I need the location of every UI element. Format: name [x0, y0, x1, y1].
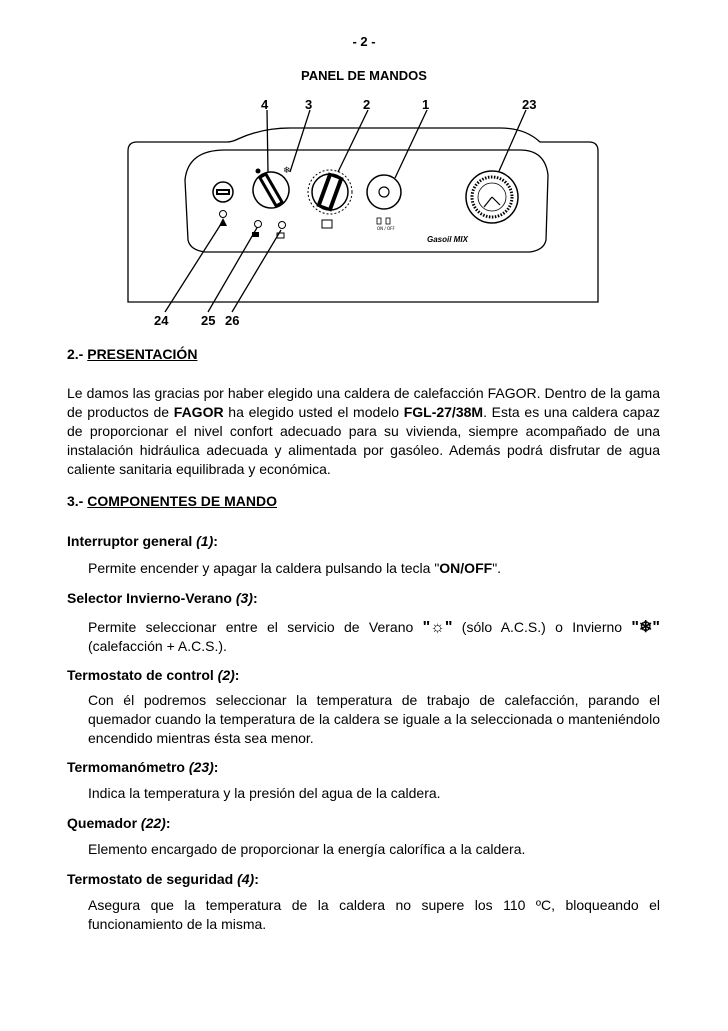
callout-25: 25	[201, 313, 216, 328]
item-description: Asegura que la temperatura de la caldera no supere los 110 ºC, bloqueando el funcionamiento de la misma.	[88, 897, 660, 932]
callout-4: 4	[261, 97, 269, 112]
thermomanometer-icon	[466, 171, 518, 223]
callout-3: 3	[305, 97, 313, 112]
section-presentacion-heading: 2.- PRESENTACIÓN	[67, 346, 198, 362]
callout-2: 2	[363, 97, 371, 112]
on-off-switch-icon	[367, 175, 401, 224]
snowflake-icon: "❄"	[631, 619, 660, 636]
item-label: Interruptor general (1):	[67, 533, 218, 549]
indicator-light-25	[255, 221, 262, 228]
item-label: Termostato de seguridad (4):	[67, 871, 259, 887]
item-description: Permite seleccionar entre el servicio de Verano "☼" (sólo A.C.S.) o Invierno "❄" (calefacción + A.C.S.).	[88, 619, 660, 654]
control-thermostat-icon	[308, 170, 352, 228]
callout-23: 23	[522, 97, 537, 112]
item-label: Termostato de control (2):	[67, 667, 240, 683]
callout-1: 1	[422, 97, 430, 112]
item-label: Quemador (22):	[67, 815, 171, 831]
indicator-light-26	[279, 222, 286, 229]
item-description: Con él podremos seleccionar la temperatura de trabajo de calefacción, parando el quemador cuando la temperatura de la caldera se iguale a la seleccionada o manteniéndolo encendido mientras ésta sea menor.	[88, 692, 660, 746]
item-description: Elemento encargado de proporcionar la energía calorífica a la caldera.	[88, 841, 526, 857]
item-description: Permite encender y apagar la caldera pulsando la tecla "ON/OFF".	[88, 560, 502, 576]
safety-thermostat-icon	[213, 182, 233, 202]
svg-text:❄: ❄	[283, 166, 291, 176]
callout-24: 24	[154, 313, 169, 328]
panel-body-outline	[128, 128, 598, 302]
panel-title: PANEL DE MANDOS	[301, 68, 427, 83]
item-label: Selector Invierno-Verano (3):	[67, 590, 258, 606]
brand-label: Gasoil MIX	[427, 235, 468, 244]
item-description: Indica la temperatura y la presión del agua de la caldera.	[88, 785, 441, 801]
item-label: Termomanómetro (23):	[67, 759, 219, 775]
control-panel-diagram	[0, 0, 728, 340]
section-componentes-heading: 3.- COMPONENTES DE MANDO	[67, 493, 278, 509]
presentacion-paragraph: Le damos las gracias por haber elegido una caldera de calefacción FAGOR. Dentro de la gama de productos de FAGOR ha elegido usted el modelo FGL-27/38M. Esta es una caldera capaz de proporcionar el nivel confort adecuado para su vivienda, siempre acompañado de una instalación hidráulica adecuada y alimentada por gasóleo. Además podrá disfrutar de agua caliente sanitaria equilibrada y económica.	[67, 385, 660, 477]
indicator-light-24	[220, 211, 227, 218]
on-off-label: ON / OFF	[377, 226, 395, 231]
sun-icon: "☼"	[422, 619, 453, 636]
page-number: - 2 -	[352, 34, 376, 49]
callout-26: 26	[225, 313, 240, 328]
